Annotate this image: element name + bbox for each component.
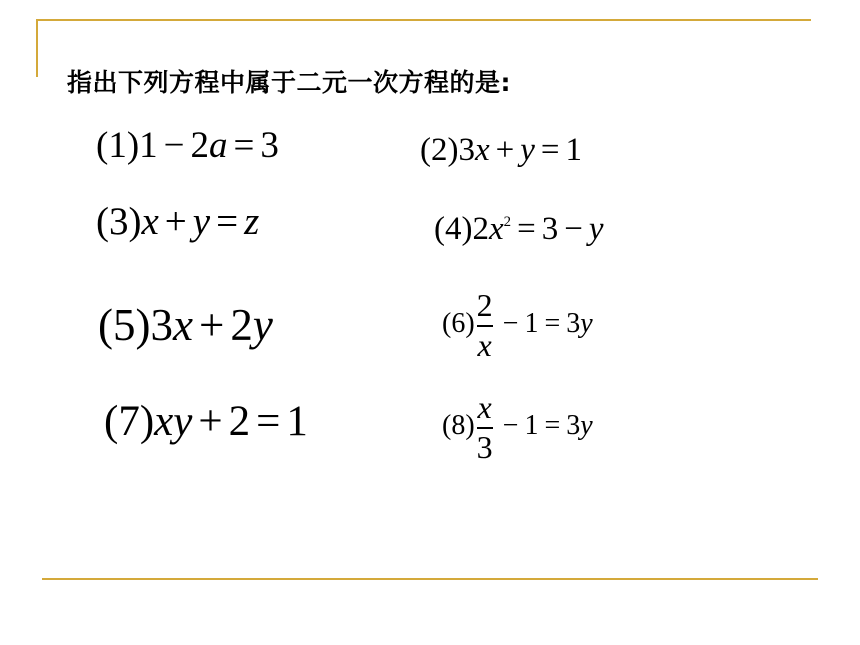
top-rule bbox=[36, 19, 811, 21]
fraction: $\frac{2}{x}$ bbox=[476, 287, 493, 363]
fraction: $\frac{x}{3}$ bbox=[476, 389, 493, 465]
exponent: 2 bbox=[503, 214, 512, 230]
equation-label: (4) bbox=[434, 211, 473, 247]
equation-label: (1) bbox=[96, 125, 140, 166]
equation-label: (3) bbox=[96, 200, 142, 243]
equation-label: (7) bbox=[104, 398, 155, 445]
equation-3: (3)x + y = z bbox=[96, 200, 260, 243]
equation-label: (5) bbox=[98, 300, 151, 350]
equation-8: (8) $\frac{x}{3}$ − 1 = 3y bbox=[442, 389, 593, 465]
equation-7: (7)xy + 2 = 1 bbox=[104, 398, 308, 445]
left-rule bbox=[36, 19, 38, 77]
slide-title: 指出下列方程中属于二元一次方程的是: bbox=[67, 68, 511, 97]
equation-5: (5)3x + 2y bbox=[98, 300, 273, 350]
bottom-rule bbox=[42, 578, 818, 580]
equation-label: (2) bbox=[420, 132, 459, 168]
equation-label: (6) bbox=[442, 308, 475, 340]
equation-4: $(4)2x^2 = 3 - y$ bbox=[434, 211, 604, 247]
equation-6: (6) $\frac{2}{x}$ − 1 = 3y bbox=[442, 287, 593, 363]
equation-2: (2)3x + y = 1 bbox=[420, 132, 583, 168]
equation-1: (1)1 − 2a = 3 bbox=[96, 125, 279, 166]
equation-label: (8) bbox=[442, 410, 475, 442]
